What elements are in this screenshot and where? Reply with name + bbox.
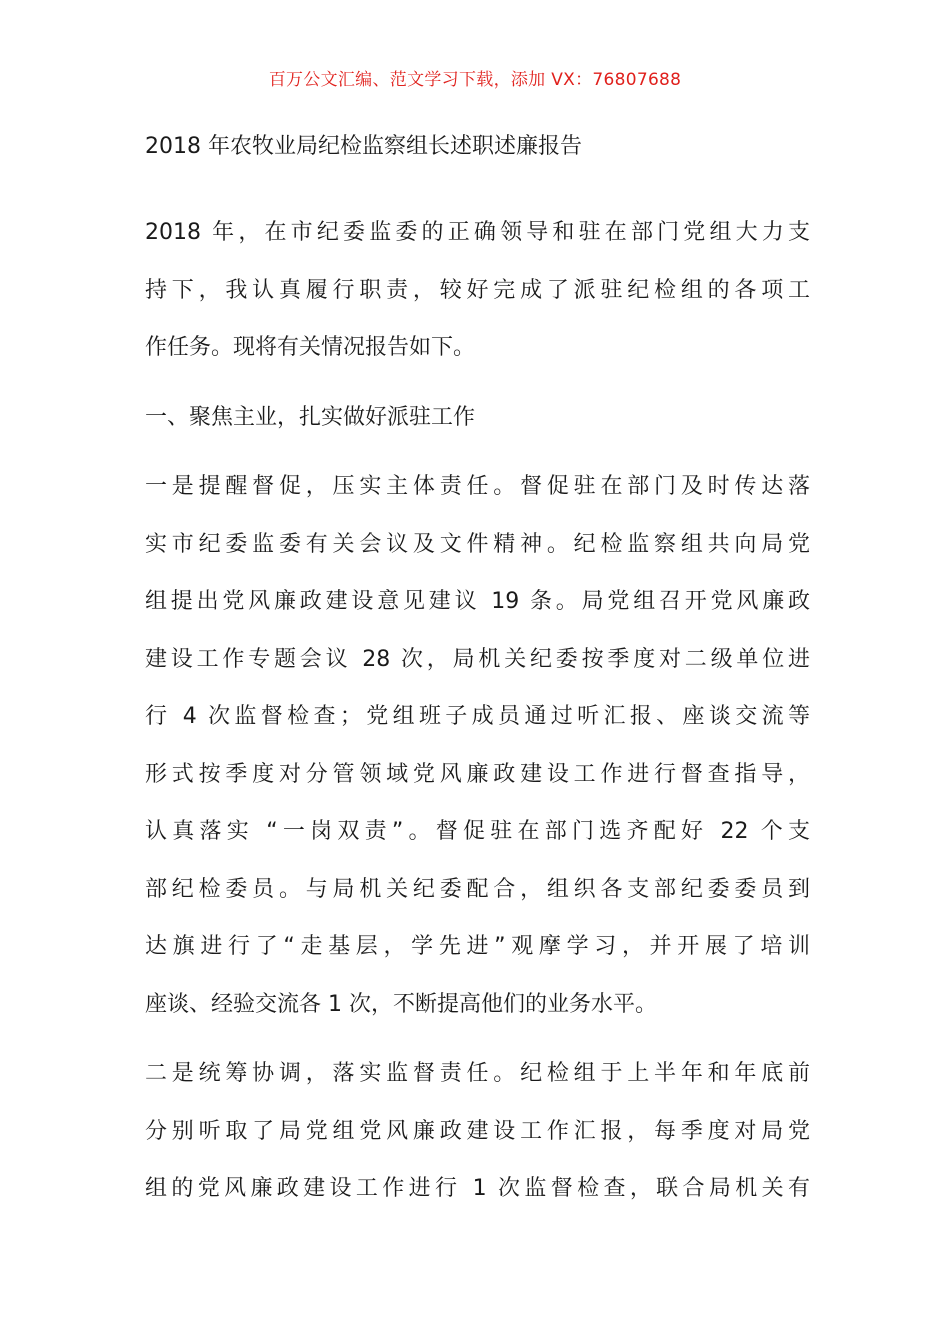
paragraph-supervision: [145, 458, 810, 1033]
text-line: 二是统筹协调，落实监督责任。纪检组于上半年和年底前: [145, 1061, 810, 1086]
text-line: 座谈、经验交流各 1 次，不断提高他们的业务水平。: [145, 991, 657, 1017]
text-line: 组的党风廉政建设工作进行 1 次监督检查，联合局机关有: [145, 1176, 810, 1201]
section-heading: 一、聚焦主业，扎实做好派驻工作: [145, 404, 476, 430]
text-line: 部纪检委员。与局机关纪委配合，组织各支部纪委委员到: [145, 876, 810, 902]
text-line: 组提出党风廉政建设意见建议 19 条。局党组召开党风廉政: [145, 589, 810, 614]
text-line: 分别听取了局党组党风廉政建设工作汇报，每季度对局党: [145, 1118, 810, 1144]
text-line: 认真落实 “一岗双责”。督促驻在部门选齐配好 22 个支: [145, 819, 810, 844]
text-line: 持下，我认真履行职责，较好完成了派驻纪检组的各项工: [145, 277, 810, 303]
text-line: 2018 年，在市纪委监委的正确领导和驻在部门党组大力支: [145, 220, 810, 245]
paragraph-coordination: [145, 1045, 810, 1218]
intro-paragraph: [145, 204, 810, 377]
text-line: 建设工作专题会议 28 次，局机关纪委按季度对二级单位进: [145, 646, 810, 672]
text-line: 作任务。现将有关情况报告如下。: [145, 335, 476, 360]
text-line: 形式按季度对分管领域党风廉政建设工作进行督查指导，: [145, 761, 810, 787]
watermark-banner: 百万公文汇编、范文学习下载，添加 VX：76807688: [268, 70, 682, 90]
text-line: 达旗进行了“走基层，学先进”观摩学习，并开展了培训: [145, 934, 810, 959]
text-line: 实市纪委监委有关会议及文件精神。纪检监察组共向局党: [145, 531, 810, 557]
document-title: 2018 年农牧业局纪检监察组长述职述廉报告: [145, 134, 582, 159]
text-line: 行 4 次监督检查；党组班子成员通过听汇报、座谈交流等: [145, 704, 810, 729]
text-line: 一是提醒督促，压实主体责任。督促驻在部门及时传达落: [145, 474, 810, 499]
document-body: [145, 126, 810, 1218]
